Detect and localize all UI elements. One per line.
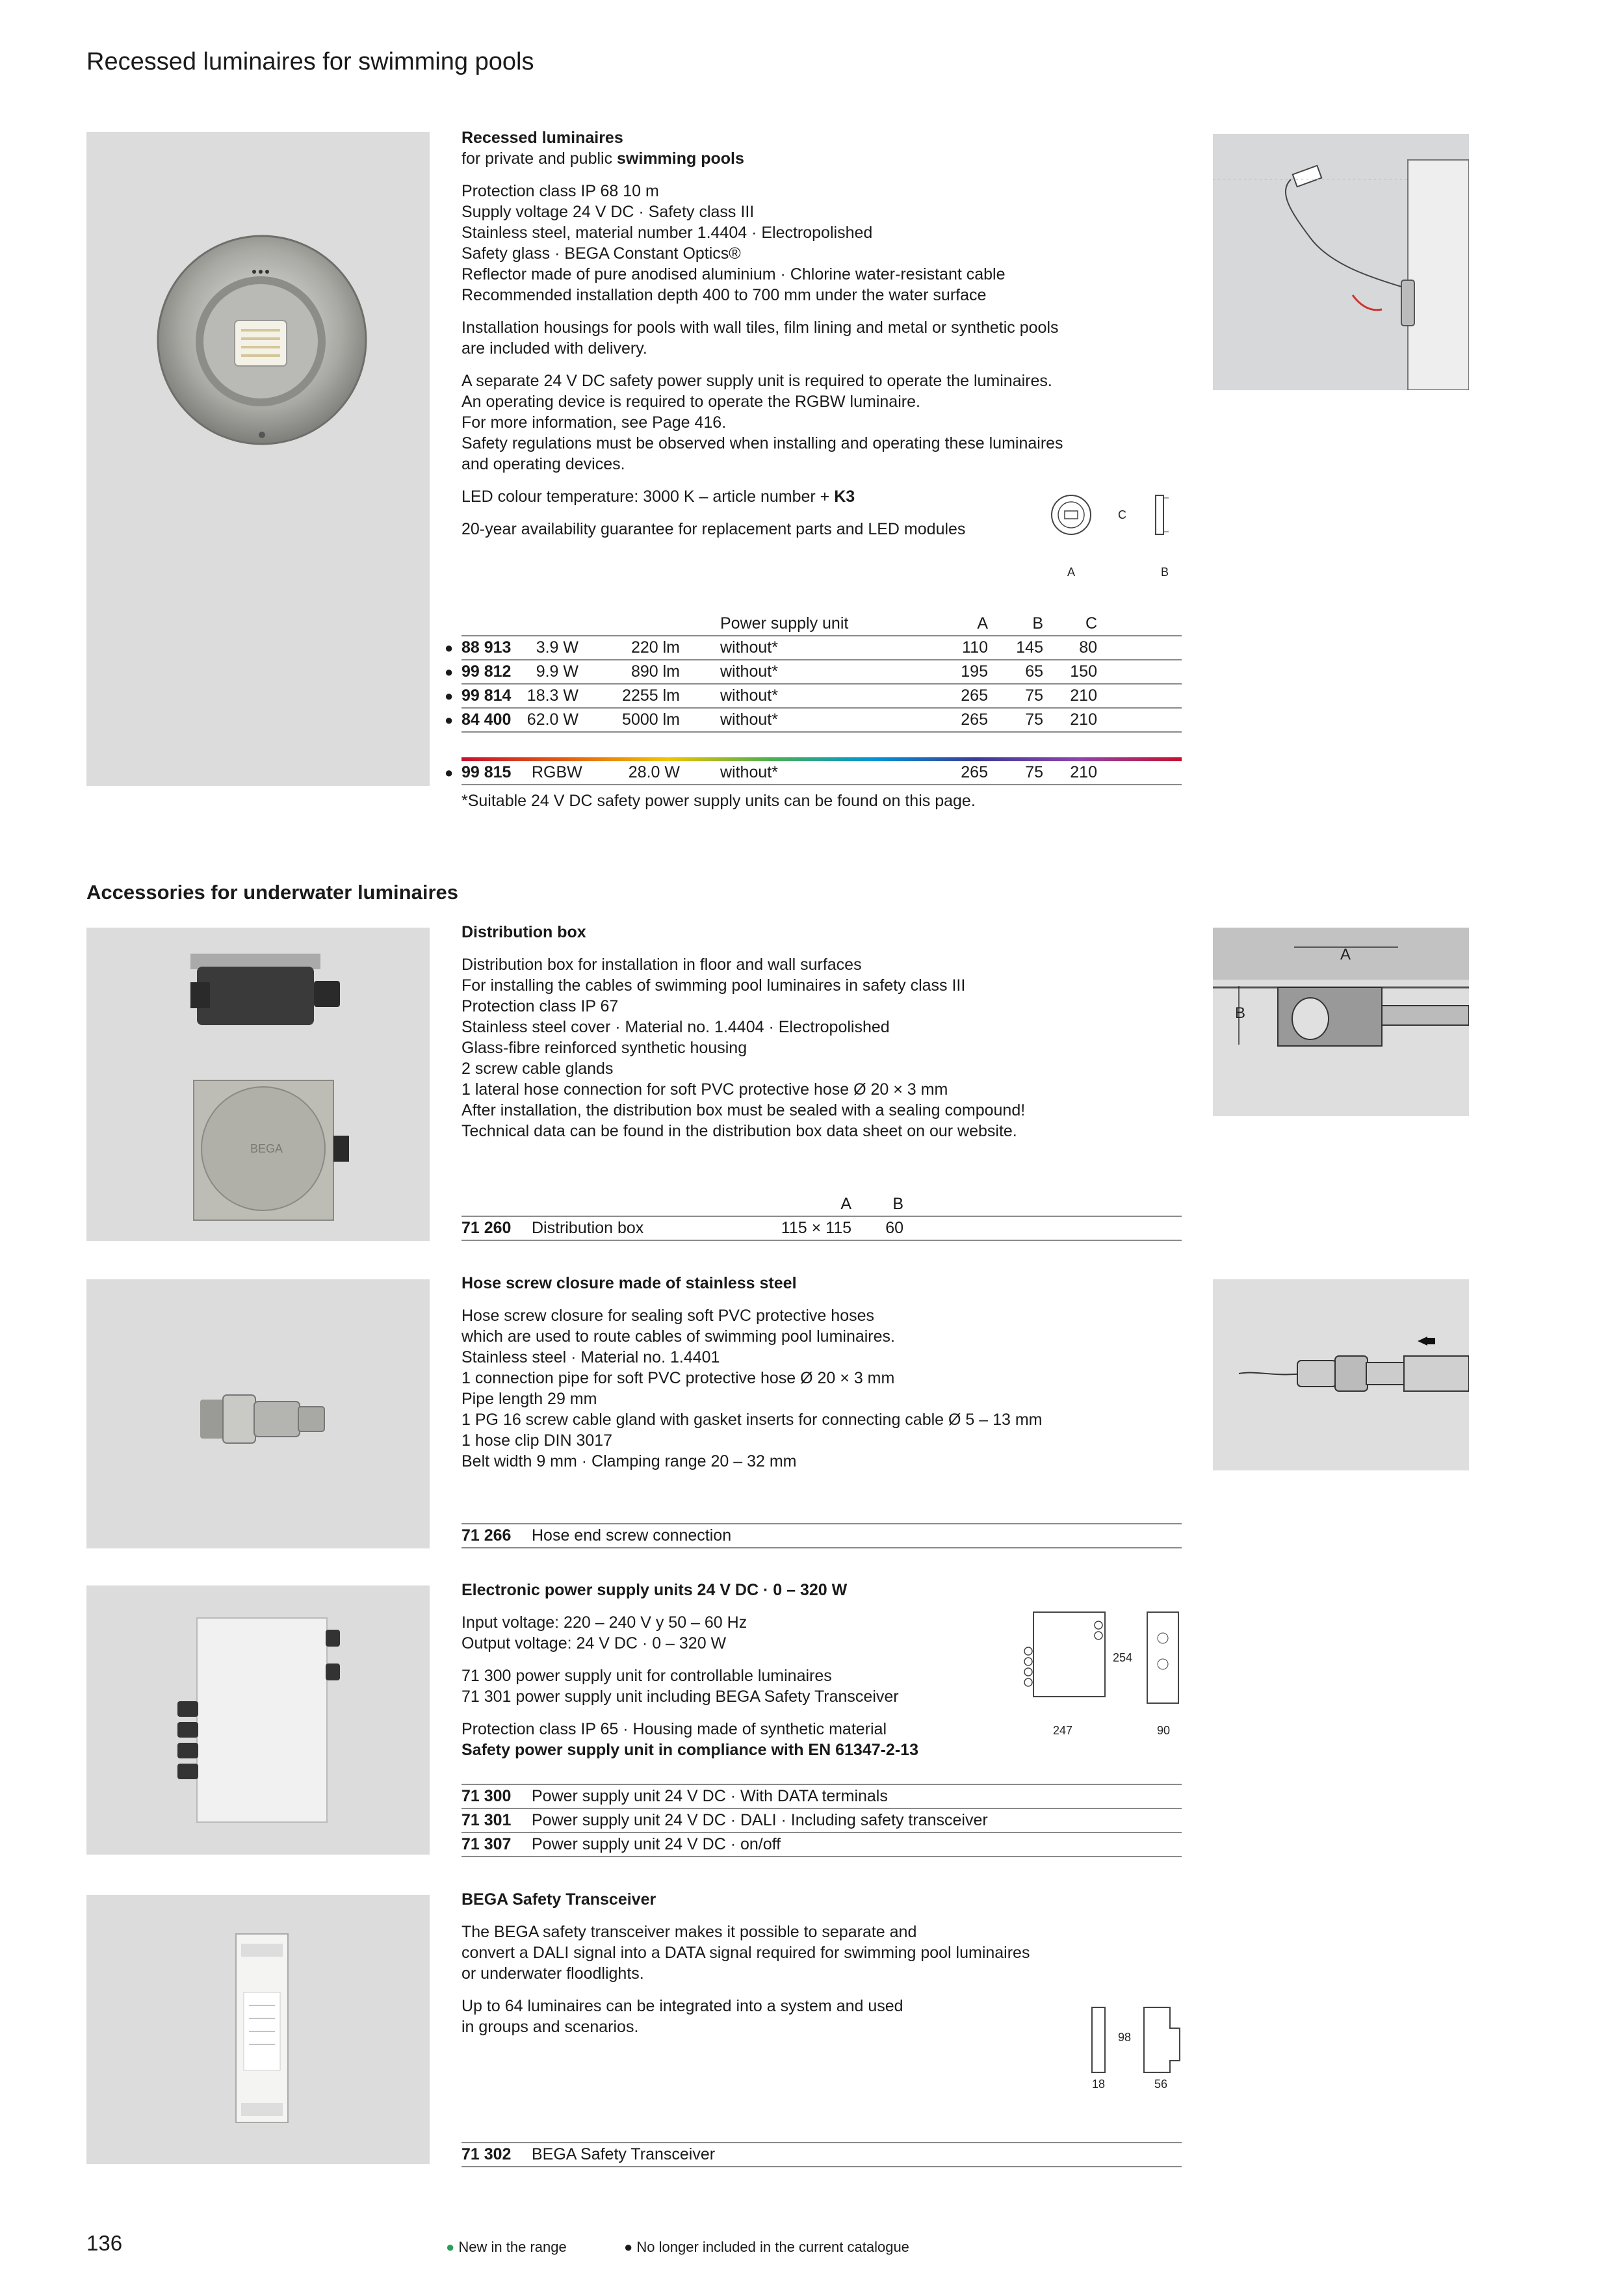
table-row: ● 99 814 18.3 W 2255 lm without* 265 75 210 [461,685,1182,709]
luminaire-subtitle-bold: swimming pools [617,150,744,168]
spec-line: 71 300 power supply unit for controllable luminaires [461,1667,832,1685]
luminaire-image [86,132,430,786]
spec-line: Glass-fibre reinforced synthetic housing [461,1039,747,1057]
spec-line: Belt width 9 mm · Clamping range 20 – 32 mm [461,1452,797,1470]
spec-line: 1 lateral hose connection for soft PVC protective hose Ø 20 × 3 mm [461,1080,948,1099]
spec-line: The BEGA safety transceiver makes it possible to separate and [461,1923,917,1941]
transceiver-dimension-drawing [1079,1996,1189,2100]
luminaire-subtitle: for private and public [461,150,617,168]
table-row: ● 88 913 3.9 W 220 lm without* 110 145 80 [461,636,1182,660]
bega-logo: BEGA [250,1142,283,1155]
dimension-depth-label: 56 [1154,2078,1168,2091]
table-row [461,1216,1182,1241]
table-row [461,1784,1182,1809]
dimension-a-label: A [1340,946,1351,963]
spec-line: 2 screw cable glands [461,1060,614,1078]
spec-line: in groups and scenarios. [461,2018,639,2036]
compliance-note: Safety power supply unit in compliance with EN 61347-2-13 [461,1741,918,1759]
accessories-title: Accessories for underwater luminaires [86,881,459,904]
housing-note: are included with delivery. [461,339,647,358]
transceiver-table [461,2142,1182,2167]
table-row: ● 99 812 9.9 W 890 lm without* 195 65 150 [461,660,1182,685]
dim-b: 65 [1025,662,1043,681]
power-supply-dimension-drawing [1014,1606,1183,1742]
power: 9.9 W [536,662,578,681]
spec-line: 1 connection pipe for soft PVC protective hose Ø 20 × 3 mm [461,1369,895,1387]
transceiver-title: BEGA Safety Transceiver [461,1890,656,1909]
transceiver-photo [86,1895,430,2164]
header-a: A [840,1195,851,1213]
dimension-depth-label: 90 [1157,1724,1171,1737]
luminaire-dimension-drawing [1039,478,1182,582]
guarantee-note: 20-year availability guarantee for replacement parts and LED modules [461,520,966,538]
table-row [461,2142,1182,2167]
dim-b: 75 [1025,686,1043,705]
dim-a: 110 [962,638,988,657]
spec-line: 1 hose clip DIN 3017 [461,1431,613,1450]
luminaire-photo [86,132,430,786]
colour-temperature-code: K3 [834,488,855,506]
legend-new [446,2239,567,2256]
header-b: B [1032,614,1043,633]
dim-c: 80 [1079,638,1097,657]
article-name: Distribution box [532,1219,644,1237]
header-c: C [1085,614,1097,633]
spec-line: Reflector made of pure anodised aluminium · Chlorine water-resistant cable [461,265,1006,283]
power-supply: without* [720,686,778,705]
dim-b: 60 [885,1219,903,1237]
spec-line: Recommended installation depth 400 to 700 mm under the water surface [461,286,987,304]
spec-line: Safety glass · BEGA Constant Optics® [461,244,741,263]
legend-discontinued [624,2239,909,2256]
page-title: Recessed luminaires for swimming pools [86,48,534,75]
power-supply: without* [720,638,778,657]
spec-line: Stainless steel cover · Material no. 1.4404 · Electropolished [461,1018,890,1036]
power: 62.0 W [526,711,578,729]
article-number: 99 815 [461,763,512,781]
article-name: Power supply unit 24 V DC · on/off [532,1835,781,1853]
spec-line: 1 PG 16 screw cable gland with gasket inserts for connecting cable Ø 5 – 13 mm [461,1411,1043,1429]
luminaire-table [445,612,1182,811]
spec-line: Output voltage: 24 V DC · 0 – 320 W [461,1634,727,1652]
dimension-height-label: 254 [1113,1651,1133,1664]
article-name: Power supply unit 24 V DC · With DATA terminals [532,1787,888,1805]
power-supply-table [461,1784,1182,1857]
dim-a: 265 [961,763,988,781]
dim-c: 210 [1070,763,1097,781]
distribution-box-photo [86,928,430,1241]
luminous-flux: 5000 lm [622,711,680,729]
spec-line: Supply voltage 24 V DC · Safety class III [461,203,755,221]
article-number: 71 301 [461,1811,512,1829]
power-supply-photo [86,1585,430,1855]
dim-b: 145 [1016,638,1043,657]
dim-a: 195 [961,662,988,681]
article-name: Hose end screw connection [532,1526,732,1545]
dim-a: 265 [961,686,988,705]
luminous-flux: 2255 lm [622,686,680,705]
hose-closure-title: Hose screw closure made of stainless steel [461,1274,797,1292]
table-row [461,1809,1182,1833]
safety-note: For more information, see Page 416. [461,413,727,432]
spec-line: Distribution box for installation in floor and wall surfaces [461,956,862,974]
spec-line: which are used to route cables of swimming pool luminaires. [461,1327,895,1346]
discontinued-dot-icon: ● [624,2239,633,2255]
dim-c: 210 [1070,686,1097,705]
article-number: 99 812 [461,662,512,681]
table-row: ● 84 400 62.0 W 5000 lm without* 265 75 210 [461,709,1182,733]
spec-line: Protection class IP 68 10 m [461,182,659,200]
dimension-b-label: B [1235,1004,1246,1022]
article-number: 84 400 [461,711,512,729]
transceiver-description [461,1889,1176,2049]
luminaire-title: Recessed luminaires [461,129,623,147]
light-type: RGBW [532,763,582,781]
dim-c: 150 [1070,662,1097,681]
legend-new-label: New in the range [458,2239,567,2255]
power-supply: without* [720,662,778,681]
power: 3.9 W [536,638,578,657]
power-supply: without* [720,711,778,729]
distribution-box-title: Distribution box [461,923,586,941]
article-number: 88 913 [461,638,512,657]
spec-line: Stainless steel · Material no. 1.4401 [461,1348,720,1366]
table-row [461,1523,1182,1548]
power: 28.0 W [628,763,680,781]
safety-note: Safety regulations must be observed when installing and operating these luminaires [461,434,1063,452]
colour-temperature: LED colour temperature: 3000 K – article number + [461,488,835,506]
hose-closure-drawing [1213,1279,1469,1470]
spec-line: For installing the cables of swimming pool luminaires in safety class III [461,976,966,995]
spec-line: Protection class IP 67 [461,997,619,1015]
luminous-flux: 220 lm [630,638,680,657]
article-number: 71 260 [461,1219,512,1237]
article-number: 71 266 [461,1526,512,1545]
safety-note: and operating devices. [461,455,625,473]
article-number: 71 302 [461,2145,512,2163]
spec-line: Stainless steel, material number 1.4404 · Electropolished [461,224,873,242]
header-power-supply: Power supply unit [720,614,849,633]
article-name: Power supply unit 24 V DC · DALI · Including safety transceiver [532,1811,988,1829]
power: 18.3 W [526,686,578,705]
distribution-box-table [461,1193,1182,1241]
safety-note: A separate 24 V DC safety power supply unit is required to operate the luminaires. [461,372,1052,390]
luminous-flux: 890 lm [630,662,680,681]
table-footnote: *Suitable 24 V DC safety power supply units can be found on this page. [461,792,976,810]
spec-line: Pipe length 29 mm [461,1390,597,1408]
dim-b: 75 [1025,711,1043,729]
spec-line: 71 301 power supply unit including BEGA Safety Transceiver [461,1688,899,1706]
spec-line: convert a DALI signal into a DATA signal required for swimming pool luminaires [461,1944,1030,1962]
spec-line: Hose screw closure for sealing soft PVC protective hoses [461,1307,874,1325]
hose-closure-description [461,1273,1176,1483]
installation-drawing [1213,134,1469,390]
article-number: 71 307 [461,1835,512,1853]
article-name: BEGA Safety Transceiver [532,2145,716,2163]
spec-line: Up to 64 luminaires can be integrated into a system and used [461,1997,903,2015]
legend-discontinued-label: No longer included in the current catalogue [636,2239,909,2255]
dimension-height-label: 98 [1118,2031,1132,2044]
header-b: B [892,1195,903,1213]
table-row [461,1833,1182,1857]
dimension-c-label: C [1118,508,1126,521]
dimension-width-label: 18 [1092,2078,1106,2091]
new-dot-icon: ● [446,2239,455,2255]
housing-note: Installation housings for pools with wall tiles, film lining and metal or synthetic pools [461,319,1059,337]
spec-line: Technical data can be found in the distribution box data sheet on our website. [461,1122,1017,1140]
dimension-width-label: 247 [1053,1724,1073,1737]
dim-a: 115 × 115 [781,1219,851,1237]
dimension-b-label: B [1161,566,1169,579]
dim-c: 210 [1070,711,1097,729]
header-a: A [977,614,988,633]
dim-b: 75 [1025,763,1043,781]
hose-closure-table [461,1523,1182,1548]
article-number: 99 814 [461,686,512,705]
power-supply: without* [720,763,778,781]
article-number: 71 300 [461,1787,512,1805]
dim-a: 265 [961,711,988,729]
distribution-box-drawing [1213,928,1469,1116]
distribution-box-description [461,922,1176,1153]
table-header [461,1193,1182,1216]
table-row-rgbw: ● 99 815 RGBW 28.0 W without* 265 75 210 [461,761,1182,785]
power-supply-title: Electronic power supply units 24 V DC · 0 – 320 W [461,1581,848,1599]
page-number: 136 [86,2231,123,2255]
dimension-a-label: A [1067,566,1076,579]
table-header [461,612,1182,636]
safety-note: An operating device is required to operate the RGBW luminaire. [461,393,920,411]
spec-line: Input voltage: 220 – 240 V y 50 – 60 Hz [461,1613,747,1632]
spec-line: Protection class IP 65 · Housing made of synthetic material [461,1720,887,1738]
hose-closure-photo [86,1279,430,1548]
spec-line: After installation, the distribution box must be sealed with a sealing compound! [461,1101,1026,1119]
spec-line: or underwater floodlights. [461,1964,644,1983]
